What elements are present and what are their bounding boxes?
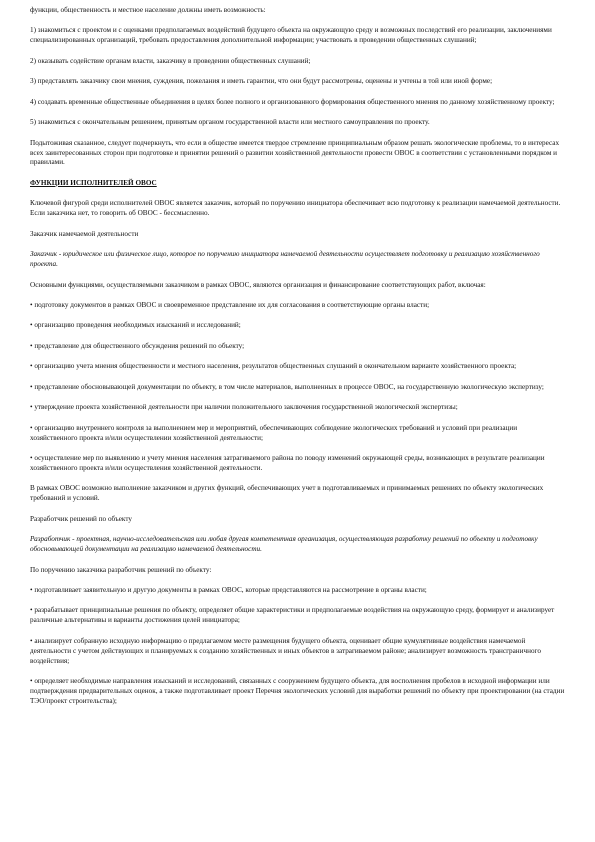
developer-function-1: • подготавливает заявительную и другую документы в рамках ОВОС, которые представляются на рассмотрение в органы власти; — [30, 585, 427, 594]
developer-function-3: • анализирует собранную исходную информацию о предлагаемом месте размещения будущего объекта, оценивает общие кумулятивные воздействия намечаемой деятельности с учетом действующих и планируемых к созданию хозяйственных и иных объектов в затрагиваемом районе; анализирует возможность трансграничного воздействия; — [30, 636, 541, 665]
customer-functions-intro: Основными функциями, осуществляемыми заказчиком в рамках ОВОС, являются организация и финансирование соответствующих работ, включая: — [30, 280, 486, 289]
developer-heading: Разработчик решений по объекту — [30, 514, 132, 523]
right-item-4: 4) создавать временные общественные объединения в целях более полного и организованного формирования общественного мнения по данному хозяйственному проекту; — [30, 97, 555, 106]
customer-function-3: • представление для общественного обсуждения решений по объекту; — [30, 341, 245, 350]
customer-function-7: • организацию внутреннего контроля за выполнением мер и мероприятий, обеспечивающих соблюдение экологических требований и условий при реализации хозяйственного проекта и/или осуществлении хозяйственной деятельности; — [30, 423, 518, 442]
key-figure-paragraph: Ключевой фигурой среди исполнителей ОВОС является заказчик, который по поручению инициатора обеспечивает всю подготовку к реализации намечаемой деятельности. Если заказчика нет, то говорить об ОВОС - бессмысленно. — [30, 199, 561, 218]
right-item-3: 3) представлять заказчику свои мнения, суждения, пожелания и иметь гарантии, что они будут рассмотрены, оценены и учтены в той или иной форме; — [30, 77, 493, 86]
right-item-5: 5) знакомиться с окончательным решением, принятым органом государственной власти или местного самоуправления по проекту. — [30, 118, 430, 127]
developer-function-4: • определяет необходимые направления изысканий и исследований, связанных с сооружением будущего объекта, для восполнения пробелов в исходной информации или подтверждения предварительных оценок, а также подготавливает проект Перечня экологических условий для выработки решений по объекту при проектировании (на стадии ТЭО/проект строительства); — [30, 677, 565, 705]
functions-heading: ФУНКЦИИ ИСПОЛНИТЕЛЕЙ ОВОС — [30, 178, 157, 187]
customer-function-6: • утверждение проекта хозяйственной деятельности при наличии положительного заключения государственной экологической экспертизы; — [30, 403, 458, 412]
developer-intro: По поручению заказчика разработчик решений по объекту: — [30, 565, 212, 574]
right-item-1: 1) знакомиться с проектом и с оценками предполагаемых воздействий будущего объекта на окружающую среду и возможных последствий его реализации, заключениями специализированных организаций, требовать предоставления дополнительной информации; участвовать в проведении общественных слушаний; — [30, 26, 552, 45]
customer-heading: Заказчик намечаемой деятельности — [30, 229, 139, 238]
customer-definition: Заказчик - юридическое или физическое лицо, которое по поручению инициатора намечаемой деятельности осуществляет подготовку и реализацию хозяйственного проекта. — [30, 250, 540, 269]
customer-other-functions: В рамках ОВОС возможно выполнение заказчиком и других функций, обеспечивающих учет в подготавливаемых и принимаемых решениях по объекту экологических требований и условий. — [30, 484, 544, 503]
developer-function-2: • разрабатывает принципиальные решения по объекту, определяет общие характеристики и предполагаемые воздействия на окружающую среду, формирует и анализирует различные альтернативы и варианты достижения целей инициатора; — [30, 606, 555, 625]
customer-function-8: • осуществление мер по выявлению и учету мнения населения затрагиваемого района по поводу изменений окружающей среды, возникающих в результате реализации хозяйственного проекта и/или осуществления хозяйственной деятельности. — [30, 453, 545, 472]
developer-definition: Разработчик - проектная, научно-исследовательская или любая другая компетентная организация, осуществляющая разработку решений по объекту и подготовку обосновывающей документации на реализацию намечаемой деятельности. — [30, 535, 538, 554]
summary-paragraph: Подытоживая сказанное, следует подчеркнуть, что если в обществе имеется твердое стремление принципиальным образом решать экологические проблемы, то в интересах всех заинтересованных сторон при подготовке и принятии решений о развитии хозяйственной деятельности провести ОВОС в соответствии с установленными порядком и правилами. — [30, 138, 560, 167]
customer-function-2: • организацию проведения необходимых изысканий и исследований; — [30, 321, 241, 330]
customer-function-5: • представление обосновывающей документации по объекту, в том числе материалов, выполненных в процессе ОВОС, на государственную экологическую экспертизу; — [30, 382, 544, 391]
right-item-2: 2) оказывать содействие органам власти, заказчику в проведении общественных слушаний; — [30, 56, 311, 65]
customer-function-1: • подготовку документов в рамках ОВОС и своевременное представление их для согласования в соответствующие органы власти; — [30, 300, 430, 309]
customer-function-4: • организацию учета мнения общественности и местного населения, результатов общественных слушаний в окончательном варианте хозяйственного проекта; — [30, 362, 517, 371]
intro-line: функции, общественность и местное население должны иметь возможность: — [30, 6, 266, 14]
